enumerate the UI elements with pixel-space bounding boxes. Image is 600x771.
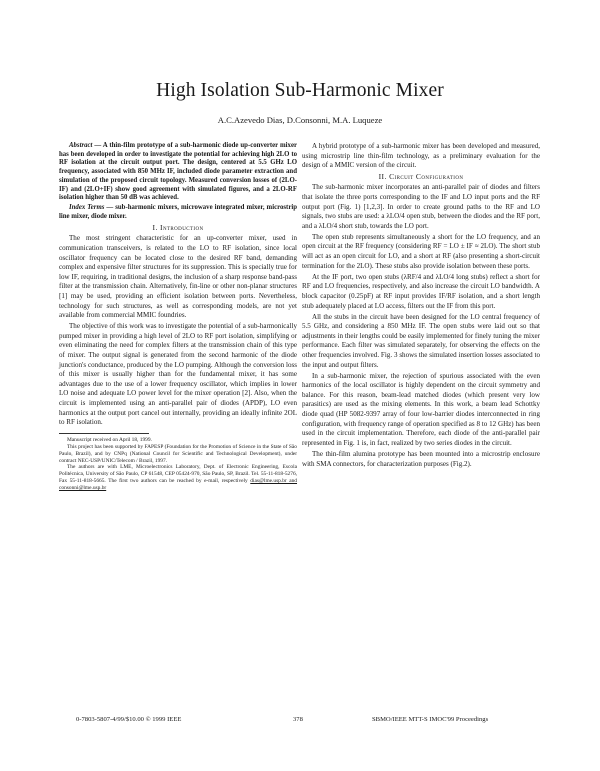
body-paragraph-5: All the stubs in the circuit have been designed for the LO central frequency of 5.5 GHz, and considering a 850 MHz IF. The open stubs were laid out so that adjustments in their lengths could be easily implemented for finely tuning the mixer performance. Each filter was simulated separately, for observing the effects on the other frequencies involved. Fig. 3 shows the simulated insertion losses associated to the input and output filters.	[302, 312, 540, 369]
footnote-affiliation	[59, 464, 297, 492]
body-paragraph-6: In a sub-harmonic mixer, the rejection of spurious associated with the even harmonics of the local oscillator is highly dependent on the circuit symmetry and balance. For this reason, beam-lead matched diodes (which present very low parasitics) are used as the mixing elements. In this work, a beam lead Schottky diode quad (HP 5082-9397 array of four low-barrier diodes interconnected in ring configuration, with frequency range of operation specified as 8 to 12 GHz) has been used in the circuit implementation. Therefore, each diode of the anti-parallel pair represented in Fig. 1 is, in fact, realized by two series diodes in the circuit.	[302, 371, 540, 447]
footer-page-number: 378	[293, 716, 303, 723]
abstract-label: Abstract	[69, 142, 93, 149]
index-terms-text: — sub-harmonic mixers, microwave integrated mixer, microstrip line mixer, diode mixer.	[59, 204, 298, 221]
body-paragraph-4: At the IF port, two open stubs (λRF/4 and λLO/4 long stubs) reflect a short for RF and LO frequencies, respectively, and also increase the circuit LO bandwidth. A block capacitor (0.25pF) at RF input provides IF/RF isolation, and a short length stub adequately placed at LO access, filters out the IF from this port.	[302, 272, 540, 310]
section-heading-introduction: I. Introduction	[152, 223, 204, 233]
footnote-funding: This project has been supported by FAPESP (Foundation for the Promotion of Science in the State of São Paulo, Brazil), and by CNPq (National Council for Scientific and Technological Development), under contract NEC-USP/UNIC/Telecom / Brazil, 1997.	[59, 443, 297, 464]
footer-conference: SBMO/IEEE MTT-S IMOC'99 Proceedings	[372, 716, 489, 723]
intro-paragraph-1: The most stringent characteristic for an up-converter mixer, used in communication transceivers, is related to the LO to RF isolation, since local oscillator frequency can be located close to the desired RF band, demanding complex and expensive filter structures for its suppression. This is specially true for low IF, requiring, in traditional designs, the inclusion of a sharp response band-pass filter at the transmission chain. Alternatively, fin-line or other non-planar structures [1] may be used, providing an efficient isolation between ports. Nevertheless, technology for such structures, as well as corresponding models, are not yet available from commercial MMIC foundries.	[59, 234, 297, 320]
footer-isbn: 0-7803-5807-4/99/$10.00 © 1999 IEEE	[76, 716, 182, 723]
footnote-affiliation-text: The authors are with LME, Microelectronics Laboratory, Dept. of Electronic Engineering, Escola Politécnica, University of São Paulo, CP 61548, CEP 05424-970, São Paulo, SP, Brazil. Tel. 55-11-818-5276, Fax 55-11-818-5665. The first two authors can be reached by e-mail, respectively	[59, 464, 297, 485]
paper-title: High Isolation Sub-Harmonic Mixer	[156, 80, 444, 101]
author-list: A.C.Azevedo Dias, D.Consonni, M.A. Luqueze	[217, 115, 383, 125]
body-paragraph-1: A hybrid prototype of a sub-harmonic mixer has been developed and measured, using microstrip line thin-film technology, as a preliminary evaluation for the design of a MMIC version of the circuit.	[302, 142, 540, 170]
footnotes	[59, 437, 297, 492]
footnote-received: Manuscript received on April 18, 1999.	[67, 436, 152, 443]
body-paragraph-2: The sub-harmonic mixer incorporates an anti-parallel pair of diodes and filters that isolate the three ports corresponding to the IF and LO input ports and the RF output port (Fig. 1) [1,2,3]. In order to create ground paths to the RF and LO signals, two stubs are used: a λLO/4 open stub, between the diodes and the RF port, and a λLO/4 short stub, towards the LO port.	[302, 183, 540, 230]
footnote-rule	[59, 433, 149, 434]
abstract-text: — A thin-film prototype of a sub-harmonic diode up-converter mixer has been developed in order to investigate the potential for achieving high 2LO to RF isolation at the circuit output port. The design, centered at 5.5 GHz LO frequency, associated with 850 MHz IF, included diode parameter extraction and simulation of the proposed circuit topology. Measured conversion losses of (2LO-IF) and (2LO+IF) show good agreement with simulated figures, and a 2LO-RF isolation higher than 50 dB was achieved.	[59, 142, 297, 202]
body-paragraph-7: The thin-film alumina prototype has been mounted into a microstrip enclosure with SMA connectors, for characterization purposes (Fig.2).	[302, 449, 540, 468]
right-column	[302, 142, 540, 469]
intro-paragraph-2: The objective of this work was to investigate the potential of a sub-harmonically pumped mixer in providing a high level of 2LO to RF port isolation, simplifying or even eliminating the need for complex filters at the transmission chain of this type of mixer. The output signal is generated from the second harmonic of the diode junction's conductance, produced by the LO pumping. Although the conversion loss of this mixer is usually higher than for the fundamental mixer, it has some advantages due to the use of a lower frequency oscillator, which implies in lower LO noise and adequate LO power level for the mixer operation [2]. Also, when the circuit is implemented using an anti-parallel pair of diodes (APDP), LO even harmonics at the output port cancel out internally, providing an ideally infinite 2OL to RF isolation.	[59, 322, 297, 427]
index-terms-label: Index Terms	[69, 204, 105, 212]
left-column	[59, 142, 297, 492]
index-terms	[59, 204, 297, 221]
body-paragraph-3: The open stub represents simultaneously a short for the LO frequency, and an open circuit at the RF frequency (considering RF = LO ± IF ≈ 2LO). The short stub will act as an open circuit for LO, and a short at RF (also presenting a short-circuit termination for the 2LO). These stubs also provide isolation between these ports.	[302, 232, 540, 270]
abstract	[59, 142, 297, 203]
section-heading-circuit-configuration: II. Circuit Configuration	[378, 172, 464, 182]
footnote-emails[interactable]: dias@lme.usp.br and consonni@lme.usp.br	[59, 478, 298, 492]
